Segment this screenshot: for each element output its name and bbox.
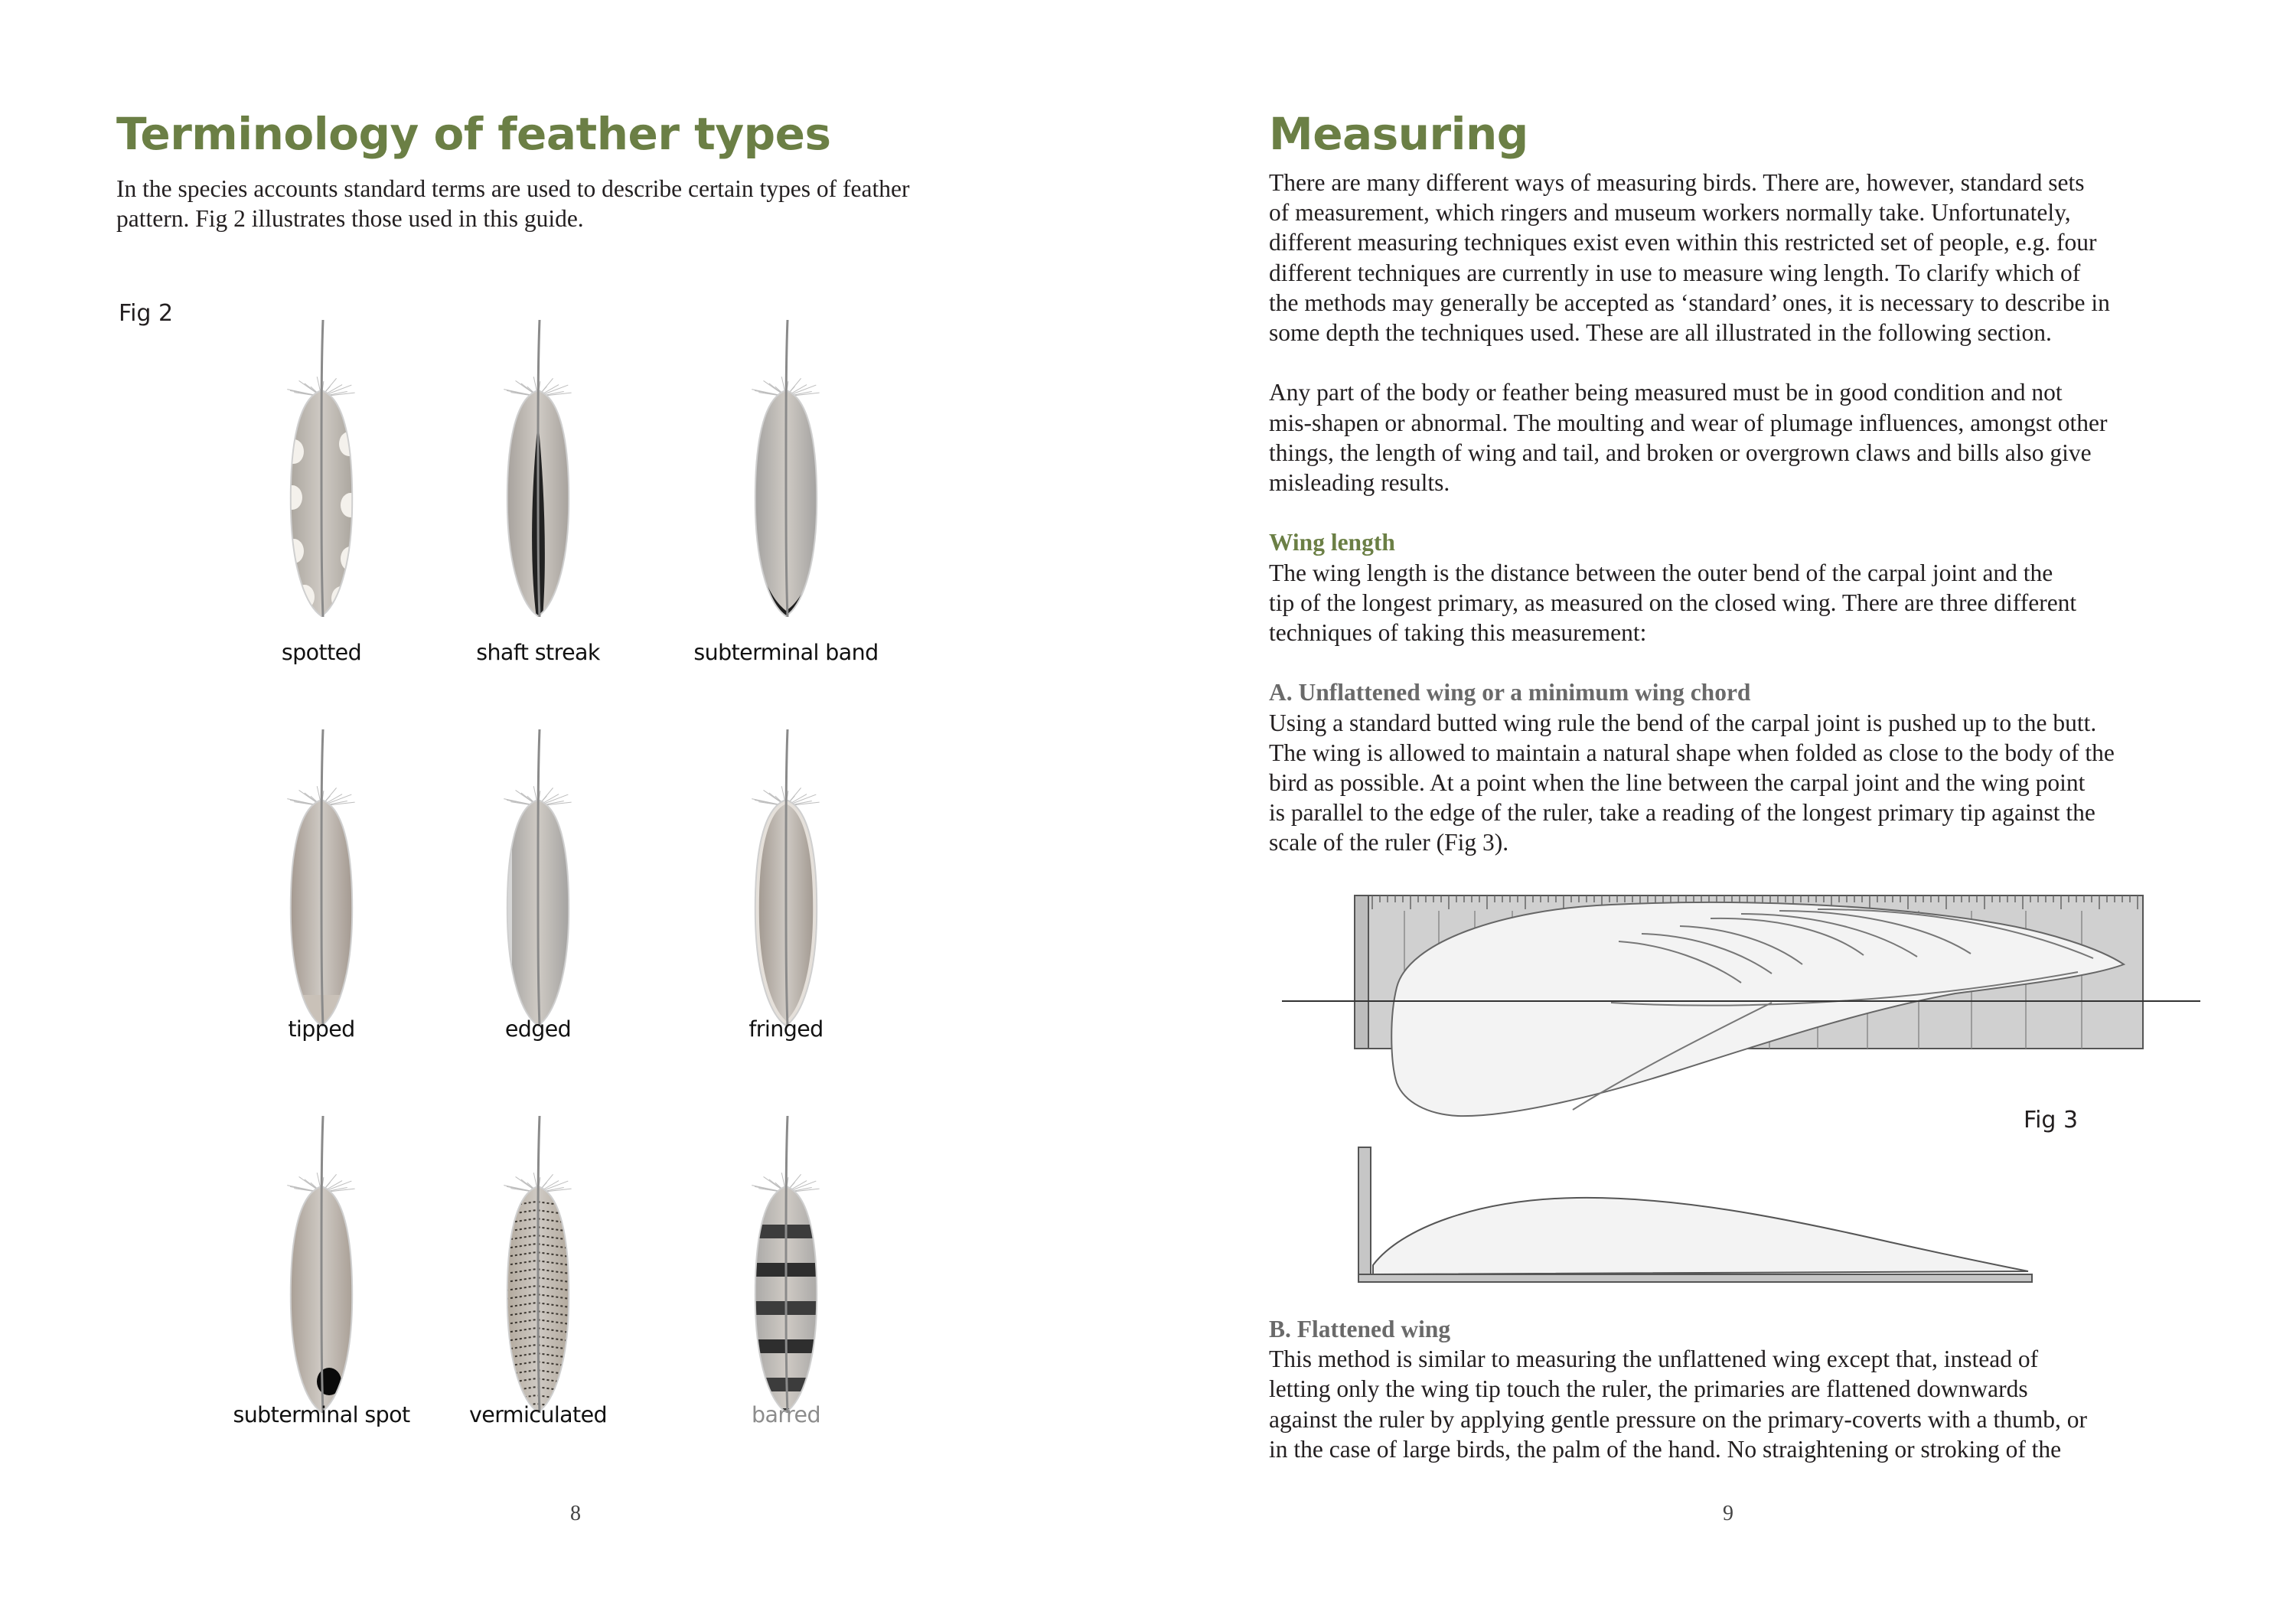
section-a-heading: A. Unflattened wing or a minimum wing chord	[1269, 679, 1751, 706]
page-number-right: 9	[1723, 1502, 1733, 1525]
para3-line-2: tip of the longest primary, as measured on the closed wing. There are three different	[1269, 589, 2077, 616]
intro-line-2: pattern. Fig 2 illustrates those used in this guide.	[116, 205, 584, 233]
measuring-text-top	[1269, 168, 2264, 858]
feather-barred	[740, 1110, 832, 1424]
para4-line-4: is parallel to the edge of the ruler, take a reading of the longest primary tip against the	[1269, 799, 2095, 827]
para5-line-2: letting only the wing tip touch the ruler, the primaries are flattened downwards	[1269, 1375, 2028, 1403]
section-b-heading: B. Flattened wing	[1269, 1316, 1451, 1342]
feather-edged	[492, 723, 584, 1037]
feather-label-tipped: tipped	[288, 1016, 355, 1042]
para2-line-1: Any part of the body or feather being measured must be in good condition and not	[1269, 379, 2063, 406]
feather-label-subterminal-spot: subterminal spot	[233, 1402, 410, 1427]
feather-label-fringed: fringed	[748, 1016, 823, 1042]
para1-line-4: different techniques are currently in use to measure wing length. To clarify which of	[1269, 259, 2081, 286]
para2-line-2: mis-shapen or abnormal. The moulting and wear of plumage influences, amongst other	[1269, 409, 2108, 436]
para5-line-1: This method is similar to measuring the unflattened wing except that, instead of	[1269, 1346, 2039, 1373]
para3-line-1: The wing length is the distance between the outer bend of the carpal joint and the	[1269, 559, 2053, 586]
wing-side-view-diagram	[1355, 1144, 2059, 1290]
feather-label-shaft-streak: shaft streak	[476, 640, 600, 665]
feather-vermiculated	[492, 1110, 584, 1424]
left-page-title: Terminology of feather types	[116, 108, 831, 160]
fig-3-label: Fig 3	[2024, 1107, 2079, 1134]
feather-label-edged: edged	[504, 1016, 572, 1042]
wing-length-heading: Wing length	[1269, 529, 1395, 556]
para1-line-2: of measurement, which ringers and museum workers normally take. Unfortunately,	[1269, 199, 2071, 227]
fig-2-label: Fig 2	[119, 300, 174, 327]
ruler-butt-side	[1358, 1147, 1371, 1279]
left-intro	[116, 174, 1073, 233]
page-number-left: 8	[570, 1502, 581, 1525]
feather-shaft-streak	[492, 314, 584, 628]
para4-line-1: Using a standard butted wing rule the bend of the carpal joint is pushed up to the butt.	[1269, 709, 2097, 736]
feather-label-subterminal-band: subterminal band	[693, 640, 879, 665]
feather-tipped	[276, 723, 367, 1037]
para5-line-4: in the case of large birds, the palm of the hand. No straightening or stroking of the	[1269, 1435, 2062, 1463]
para2-line-3: things, the length of wing and tail, and broken or overgrown claws and bills also give	[1269, 439, 2092, 466]
wing-side-profile	[1373, 1198, 2028, 1274]
para4-line-3: bird as possible. At a point when the line between the carpal joint and the wing point	[1269, 769, 2086, 797]
feather-label-barred: barred	[752, 1402, 820, 1427]
ruler-base-side	[1358, 1274, 2032, 1282]
feather-subterminal-band	[740, 314, 832, 628]
feather-label-vermiculated: vermiculated	[468, 1402, 608, 1427]
para1-line-5: the methods may generally be accepted as ‘standard’ ones, it is necessary to describe in	[1269, 289, 2110, 316]
wing-ruler-diagram	[1282, 888, 2200, 1133]
para1-line-6: some depth the techniques used. These are all illustrated in the following section.	[1269, 319, 2052, 347]
feather-subterminal-spot	[276, 1110, 367, 1424]
feather-fringed	[740, 723, 832, 1037]
measuring-text-bottom	[1269, 1314, 2264, 1464]
para1-line-1: There are many different ways of measuring birds. There are, however, standard sets	[1269, 169, 2085, 196]
para1-line-3: different measuring techniques exist even within this restricted set of people, e.g. four	[1269, 229, 2097, 256]
intro-line-1: In the species accounts standard terms are used to describe certain types of feather	[116, 175, 910, 202]
feather-label-spotted: spotted	[281, 640, 362, 665]
para2-line-4: misleading results.	[1269, 469, 1450, 497]
para5-line-3: against the ruler by applying gentle pressure on the primary-coverts with a thumb, or	[1269, 1405, 2087, 1433]
para3-line-3: techniques of taking this measurement:	[1269, 619, 1647, 647]
ruler-butt	[1355, 895, 1368, 1049]
right-page	[1148, 0, 2296, 1618]
feather-spotted	[276, 314, 367, 628]
para4-line-5: scale of the ruler (Fig 3).	[1269, 829, 1509, 856]
right-page-title: Measuring	[1269, 108, 1528, 160]
para4-line-2: The wing is allowed to maintain a natural shape when folded as close to the body of the	[1269, 739, 2115, 766]
